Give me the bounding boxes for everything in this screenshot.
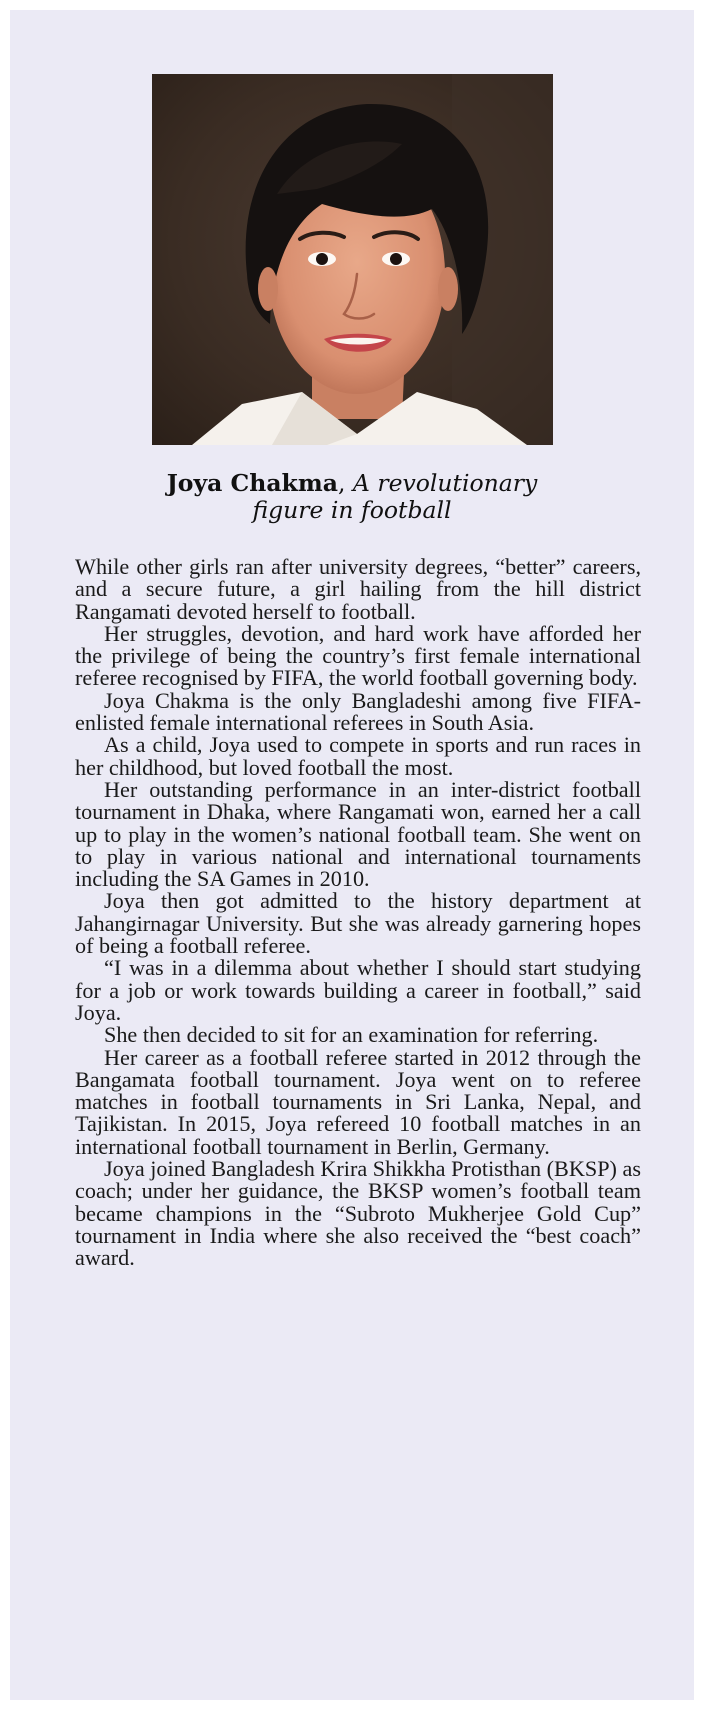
article-paragraph: Joya joined Bangladesh Krira Shikkha Protisthan (BKSP) as coach; under her guidance, the BKSP women’s football team became champions in the “Subroto Mukherjee Gold Cup” tournament in India where she also received the “best coach” award. bbox=[75, 1156, 641, 1271]
article-paragraph: She then decided to sit for an examination for referring. bbox=[104, 1022, 599, 1048]
article-body bbox=[75, 556, 641, 1270]
caption-name: Joya Chakma bbox=[166, 469, 338, 497]
article-paragraph: Her outstanding performance in an inter-district football tournament in Dhaka, where Rangamati won, earned her a call up to play in the women’s national football team. She went on to play in various national and international tournaments including the SA Games in 2010. bbox=[75, 776, 641, 892]
portrait-photo bbox=[152, 74, 553, 445]
caption-tagline-line1: A revolutionary bbox=[352, 469, 538, 497]
caption-tagline-line2: figure in football bbox=[252, 496, 452, 524]
article-paragraph: While other girls ran after university degrees, “better” careers, and a secure future, a girl hailing from the hill district Rangamati devoted herself to football. bbox=[75, 554, 641, 624]
article-paragraph: Her career as a football referee started in 2012 through the Bangamata football tournament. Joya went on to referee matches in football tournaments in Sri Lanka, Nepal, and Tajikistan. In 2015, Joya refereed 10 football matches in an international football tournament in Berlin, Germany. bbox=[75, 1044, 641, 1159]
caption-separator: , bbox=[337, 469, 353, 497]
article-paragraph: As a child, Joya used to compete in sports and run races in her childhood, but loved football the most. bbox=[75, 732, 641, 780]
article-paragraph: Her struggles, devotion, and hard work have afforded her the privilege of being the country’s first female international referee recognised by FIFA, the world football governing body. bbox=[75, 620, 641, 691]
article-paragraph: Joya Chakma is the only Bangladeshi among five FIFA-enlisted female international referees in South Asia. bbox=[75, 687, 641, 736]
article-paragraph: Joya then got admitted to the history department at Jahangirnagar University. But she was already garnering hopes of being a football referee. bbox=[75, 888, 641, 959]
article-panel bbox=[10, 10, 694, 1700]
photo-caption bbox=[40, 470, 664, 524]
article-paragraph: “I was in a dilemma about whether I should start studying for a job or work towards building a career in football,” said Joya. bbox=[75, 955, 641, 1025]
